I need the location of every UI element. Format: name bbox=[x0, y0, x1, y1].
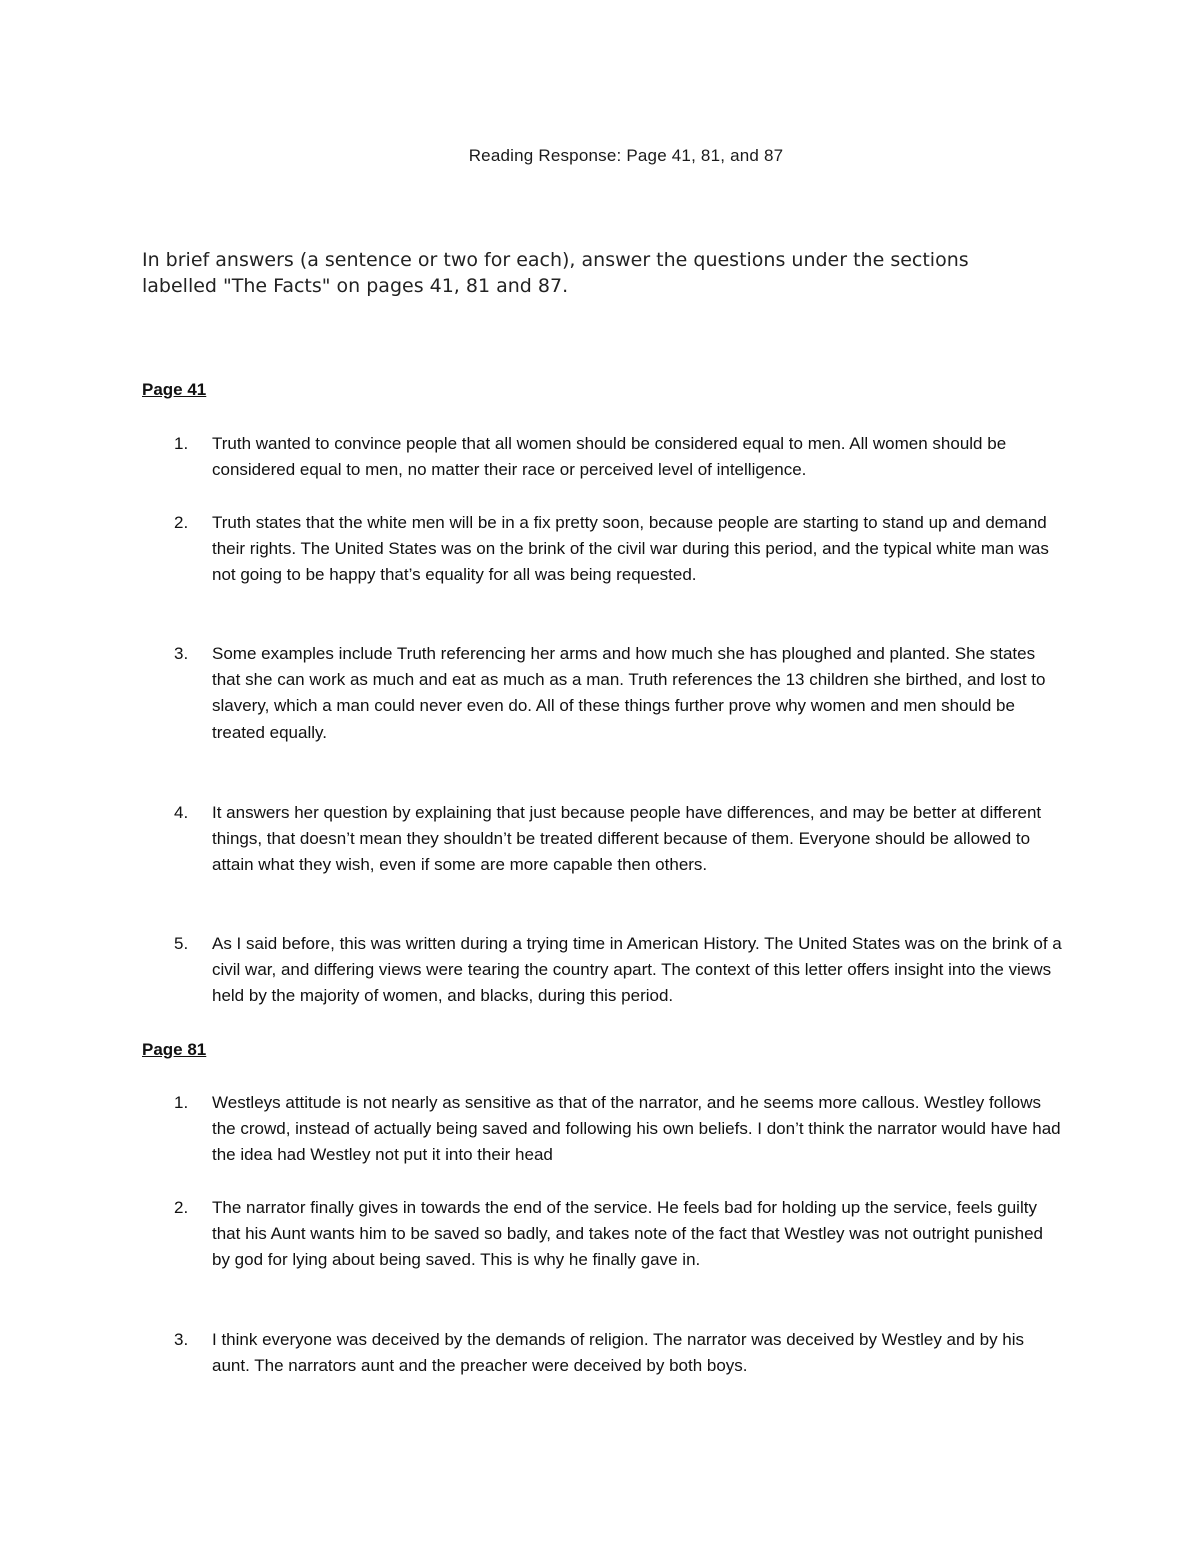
list-item bbox=[142, 1195, 1062, 1274]
list-item-text: Some examples include Truth referencing her arms and how much she has ploughed and planted. She states that she can work as much and eat as much as a man. Truth references the 13 children she birthed, and lost to slavery, which a man could never even do. All of these things further prove why women and men should be treated equally. bbox=[212, 644, 1046, 742]
list-item-number: 3. bbox=[174, 1330, 189, 1349]
list-item bbox=[142, 1327, 1062, 1379]
list-item-text: Truth states that the white men will be in a fix pretty soon, because people are starting to stand up and demand their rights. The United States was on the brink of the civil war during this period, and the typical white man was not going to be happy that’s equality for all was being requested. bbox=[212, 513, 1049, 585]
list-item-number: 2. bbox=[174, 1198, 189, 1217]
list-item bbox=[142, 431, 1062, 483]
section-heading-page-81: Page 81 bbox=[142, 1040, 207, 1059]
list-item-text: Westleys attitude is not nearly as sensitive as that of the narrator, and he seems more callous. Westley follows the crowd, instead of actually being saved and following his own beliefs. I don’t think the narrator would have had the idea had Westley not put it into their head bbox=[212, 1093, 1061, 1165]
list-item bbox=[142, 800, 1062, 879]
list-item-text: I think everyone was deceived by the demands of religion. The narrator was deceived by Westley and by his aunt. The narrators aunt and the preacher were deceived by both boys. bbox=[212, 1330, 1025, 1376]
list-item-number: 5. bbox=[174, 934, 189, 953]
list-item bbox=[142, 1090, 1062, 1169]
list-item-number: 1. bbox=[174, 1093, 189, 1112]
list-item-number: 3. bbox=[174, 644, 189, 663]
list-item-number: 4. bbox=[174, 803, 189, 822]
list-item bbox=[142, 510, 1062, 589]
list-item-number: 2. bbox=[174, 513, 189, 532]
list-item-number: 1. bbox=[174, 434, 189, 453]
list-item-text: The narrator finally gives in towards the end of the service. He feels bad for holding up the service, feels guilty that his Aunt wants him to be saved so badly, and takes note of the fact that Westley was not outright punished by god for lying about being saved. This is why he finally gave in. bbox=[212, 1198, 1043, 1270]
list-item bbox=[142, 931, 1062, 1010]
list-item bbox=[142, 641, 1062, 746]
section-heading-page-41: Page 41 bbox=[142, 380, 207, 399]
instructions-paragraph: In brief answers (a sentence or two for each), answer the questions under the sections labelled "The Facts" on pages 41, 81 and 87. bbox=[142, 249, 969, 297]
list-item-text: Truth wanted to convince people that all women should be considered equal to men. All women should be considered equal to men, no matter their race or perceived level of intelligence. bbox=[212, 434, 1007, 480]
list-item-text: It answers her question by explaining that just because people have differences, and may be better at different things, that doesn’t mean they shouldn’t be treated different because of them. Everyone should be allowed to attain what they wish, even if some are more capable then others. bbox=[212, 803, 1042, 875]
list-item-text: As I said before, this was written during a trying time in American History. The United States was on the brink of a civil war, and differing views were tearing the country apart. The context of this letter offers insight into the views held by the majority of women, and blacks, during this period. bbox=[212, 934, 1062, 1006]
document-title: Reading Response: Page 41, 81, and 87 bbox=[468, 146, 784, 165]
